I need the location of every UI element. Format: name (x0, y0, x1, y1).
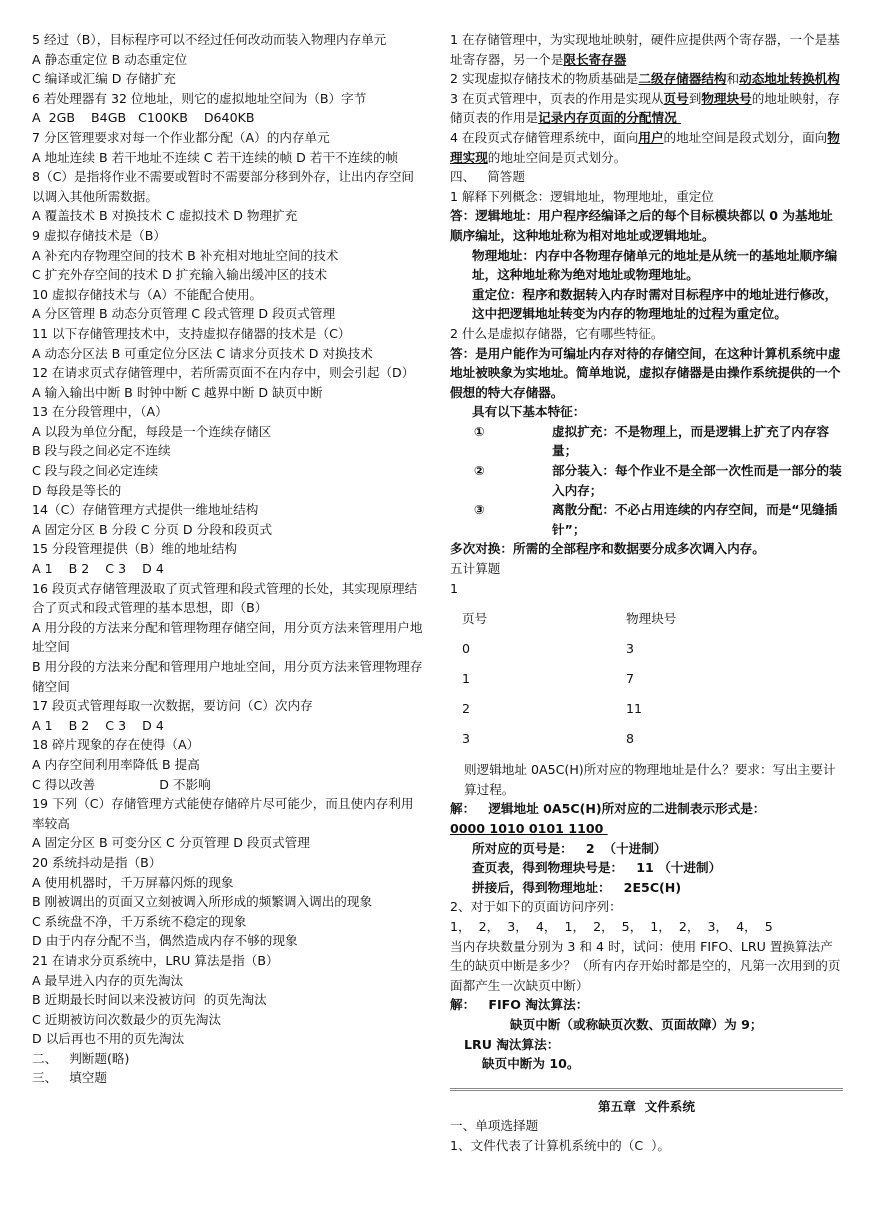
solution-line: 拼接后，得到物理地址： 2E5C(H) (472, 879, 682, 895)
feature-item: ③ 离散分配：不必占用连续的内存空间，而是“见缝插针”； (474, 502, 838, 537)
fill-answer: 用户 (638, 129, 664, 145)
question-number: 1 (450, 580, 459, 596)
solution-line: LRU 淘汰算法： (464, 1036, 560, 1052)
text-line: A 补充内存物理空间的技术 B 补充相对地址空间的技术 (32, 247, 339, 263)
answer-text: 答：是用户能作为可编址内存对待的存储空间，在这种计算机系统中虚地址被映象为实地址。简单地说，虚拟存储器是由操作系统提供的一个假想的特大存储器。 (450, 345, 841, 400)
table-cell: 7 (626, 671, 635, 687)
question-text: 当内存块数量分别为 3 和 4 时，试问：使用 FIFO、LRU 置换算法产生的缺页中断是多少？（所有内存开始时都是空的，凡第一次用到的页面都产生一次缺页中断） (450, 938, 841, 993)
fill-question-2: 2 实现虚拟存储技术的物质基础是二级存储器结构和动态地址转换机构 (450, 71, 840, 87)
section-heading: 三、 填空题 (32, 1070, 107, 1086)
table-cell: 11 (626, 701, 643, 717)
text-line: B 段与段之间必定不连续 (32, 443, 171, 459)
answer-text: 物理地址：内存中各物理存储单元的地址是从统一的基地址顺序编址，这种地址称为绝对地址或物理地址。 (472, 247, 838, 283)
text-line: A 分区管理 B 动态分页管理 C 段式管理 D 段页式管理 (32, 306, 336, 322)
text-line: B 近期最长时间以来没被访问 的页先淘汰 (32, 992, 267, 1008)
text-line: 14（C）存储管理方式提供一维地址结构 (32, 502, 259, 518)
fill-answer: 物理实现 (450, 129, 840, 165)
text-line: A 使用机器时，千万屏幕闪烁的现象 (32, 874, 234, 890)
text-line: C 系统盘不净，千万系统不稳定的现象 (32, 913, 247, 929)
fill-question-1: 1 在存储管理中，为实现地址映射，硬件应提供两个寄存器，一个是基址寄存器，另一个是限长寄存器 (450, 32, 840, 67)
text-line: 15 分段管理提供（B）维的地址结构 (32, 541, 237, 557)
question-text: 1、文件代表了计算机系统中的（C ）。 (450, 1137, 671, 1153)
text-line: A 2GB B4GB C100KB D640KB (32, 110, 255, 126)
text-line: 8（C）是指将作业不需要或暂时不需要部分移到外存，让出内存空间以调入其他所需数据。 (32, 169, 415, 204)
table-header: 物理块号 (626, 611, 677, 627)
solution-line: 缺页中断为 10。 (482, 1056, 580, 1072)
text-line: A 1 B 2 C 3 D 4 (32, 717, 164, 733)
page-table (462, 604, 676, 754)
text-line: A 固定分区 B 可变分区 C 分页管理 D 段页式管理 (32, 835, 310, 851)
text-line: C 段与段之间必定连续 (32, 463, 159, 479)
text-line: A 固定分区 B 分段 C 分页 D 分段和段页式 (32, 521, 273, 537)
text-line: D 由于内存分配不当，偶然造成内存不够的现象 (32, 933, 298, 949)
text-line: A 以段为单位分配，每段是一个连续存储区 (32, 423, 272, 439)
answer-text: 答：逻辑地址：用户程序经编译之后的每个目标模块都以 0 为基地址顺序编址，这种地址称为相对地址或逻辑地址。 (450, 208, 833, 243)
text-line: 5 经过（B），目标程序可以不经过任何改动而装入物理内存单元 (32, 32, 387, 47)
chapter-title: 第五章 文件系统 (598, 1098, 695, 1114)
fill-question-3: 3 在页式管理中，页表的作用是实现从页号到物理块号的地址映射，存储页表的作用是记录内存页面的分配情况 (450, 90, 840, 126)
fill-answer: 页号 (663, 90, 689, 106)
text-line: 17 段页式管理每取一次数据，要访问（C）次内存 (32, 698, 313, 714)
text-line: D 每段是等长的 (32, 482, 122, 498)
text-line: A 静态重定位 B 动态重定位 (32, 51, 188, 67)
table-cell: 3 (626, 641, 635, 657)
text-line: 11 以下存储管理技术中，支持虚拟存储器的技术是（C） (32, 325, 351, 341)
text-line: 10 虚拟存储技术与（A）不能配合使用。 (32, 286, 263, 302)
feature-item: ② 部分装入：每个作业不是全部一次性而是一部分的装入内存； (474, 463, 842, 498)
text-line: 9 虚拟存储技术是（B） (32, 227, 166, 243)
text-line: A 用分段的方法来分配和管理物理存储空间，用分页方法来管理用户地址空间 (32, 619, 423, 655)
table-cell: 1 (462, 671, 471, 687)
text-line: A 动态分区法 B 可重定位分区法 C 请求分页技术 D 对换技术 (32, 345, 373, 361)
table-row (462, 664, 676, 694)
text-line: C 扩充外存空间的技术 D 扩充输入输出缓冲区的技术 (32, 267, 327, 283)
fill-answer: 物理块号 (701, 90, 752, 106)
feature-item: ① 虚拟扩充：不是物理上，而是逻辑上扩充了内存容量； (474, 423, 830, 459)
table-row (462, 634, 676, 664)
page-sequence: 1， 2， 3， 4， 1， 2， 5， 1， 2， 3， 4， 5 (450, 918, 773, 934)
text-line: 16 段页式存储管理汲取了页式管理和段式管理的长处，其实现原理结合了页式和段式管理的基本思想，即（B） (32, 580, 418, 616)
question-text: 1 解释下列概念：逻辑地址，物理地址，重定位 (450, 188, 714, 204)
text-line: D 以后再也不用的页先淘汰 (32, 1031, 185, 1047)
table-header-row (462, 604, 676, 634)
text-line: C 近期被访问次数最少的页先淘汰 (32, 1011, 222, 1027)
answer-text: 多次对换：所需的全部程序和数据要分成多次调入内存。 (450, 541, 765, 557)
section-heading: 四、 简答题 (450, 169, 525, 185)
section-heading: 五计算题 (450, 561, 501, 577)
text-line: 19 下列（C）存储管理方式能使存储碎片尽可能少，而且使内存利用率较高 (32, 796, 414, 831)
text-line: 7 分区管理要求对每一个作业都分配（A）的内存单元 (32, 129, 330, 145)
section-heading: 一、单项选择题 (450, 1118, 539, 1134)
text-line: A 覆盖技术 B 对换技术 C 虚拟技术 D 物理扩充 (32, 208, 298, 224)
table-cell: 0 (462, 641, 471, 657)
features-intro: 具有以下基本特征： (472, 404, 586, 420)
table-cell: 2 (462, 701, 471, 717)
table-cell: 3 (462, 731, 471, 747)
table-header: 页号 (462, 611, 488, 627)
question-text: 则逻辑地址 0A5C(H)所对应的物理地址是什么？要求：写出主要计算过程。 (464, 762, 836, 797)
text-line: B 用分段的方法来分配和管理用户地址空间，用分页方法来管理物理存储空间 (32, 659, 423, 694)
chapter-divider (450, 1088, 843, 1091)
table-cell: 8 (626, 731, 635, 747)
solution-line: 查页表，得到物理块号是： 11 （十进制） (472, 860, 722, 876)
answer-text: 重定位：程序和数据转入内存时需对目标程序中的地址进行修改，这中把逻辑地址转变为内存的物理地址的过程为重定位。 (472, 286, 838, 322)
solution-line: 缺页中断（或称缺页次数、页面故障）为 9； (510, 1016, 763, 1032)
table-row (462, 694, 676, 724)
solution-line: 解： FIFO 淘汰算法： (450, 997, 589, 1013)
section-heading: 二、 判断题(略) (32, 1050, 130, 1066)
solution-line: 所对应的页号是： 2 （十进制） (472, 840, 667, 856)
table-row (462, 724, 676, 754)
left-column (32, 30, 425, 1088)
text-line: A 最早进入内存的页先淘汰 (32, 972, 184, 988)
solution-line: 解： 逻辑地址 0A5C(H)所对应的二进制表示形式是： (450, 801, 766, 817)
text-line: A 地址连续 B 若干地址不连续 C 若干连续的帧 D 若干不连续的帧 (32, 149, 399, 165)
question-text: 2、对于如下的页面访问序列： (450, 899, 622, 915)
right-column (450, 30, 843, 1156)
fill-answer: 二级存储器结构 (638, 71, 727, 87)
text-line: A 1 B 2 C 3 D 4 (32, 561, 164, 577)
text-line: 21 在请求分页系统中，LRU 算法是指（B） (32, 952, 279, 968)
text-line: 12 在请求页式存储管理中，若所需页面不在内存中，则会引起（D） (32, 365, 415, 381)
fill-question-4: 4 在段页式存储管理系统中，面向用户的地址空间是段式划分，面向物理实现的地址空间是页式划分。 (450, 129, 840, 165)
solution-line: 0000 1010 0101 1100 (450, 821, 608, 836)
text-line: A 输入输出中断 B 时钟中断 C 越界中断 D 缺页中断 (32, 384, 323, 400)
question-text: 2 什么是虚拟存储器，它有哪些特征。 (450, 325, 664, 341)
fill-answer: 限长寄存器 (563, 51, 627, 67)
text-line: A 内存空间利用率降低 B 提高 (32, 756, 200, 772)
text-line: C 得以改善 D 不影响 (32, 776, 211, 792)
text-line: 20 系统抖动是指（B） (32, 854, 162, 870)
text-line: 18 碎片现象的存在使得（A） (32, 737, 200, 753)
text-line: 6 若处理器有 32 位地址，则它的虚拟地址空间为（B）字节 (32, 90, 367, 106)
fill-answer: 记录内存页面的分配情况 (538, 110, 682, 126)
text-line: C 编译或汇编 D 存储扩充 (32, 71, 176, 87)
text-line: B 刚被调出的页面又立刻被调入所形成的频繁调入调出的现象 (32, 894, 373, 910)
fill-answer: 动态地址转换机构 (739, 71, 840, 87)
text-line: 13 在分段管理中，（A） (32, 404, 168, 420)
